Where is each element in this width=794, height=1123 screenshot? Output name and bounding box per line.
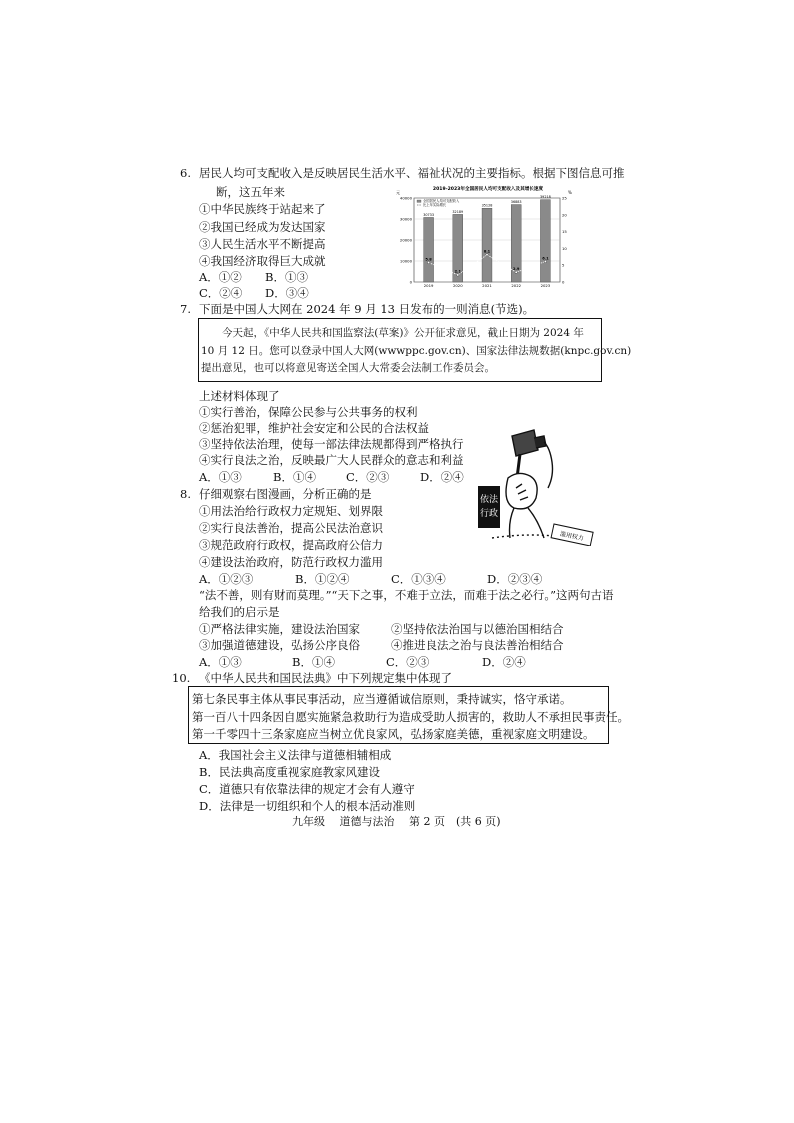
chart-growth-point <box>515 271 517 273</box>
chart-y-tick-right: 5 <box>562 262 565 268</box>
q9-choice-c: C．②③ <box>386 655 430 669</box>
chart-bar <box>424 217 434 282</box>
chart-y-tick-right: 25 <box>562 195 567 201</box>
q6-choice-c: C．②④ <box>199 286 243 300</box>
chart-growth-label: 2.1 <box>454 269 461 274</box>
chart-title: 2019-2023年全国居民人均可支配收入及其增长速度 <box>432 187 544 192</box>
q10-number: 10. <box>172 671 191 685</box>
q10-option-a: A．我国社会主义法律与道德相辅相成 <box>199 748 392 762</box>
q10-option-c: C．道德只有依靠法律的规定才会有人遵守 <box>199 782 415 796</box>
chart-bar <box>482 208 492 282</box>
chart-y-tick-right: 10 <box>562 245 567 251</box>
chart-legend-swatch-bar <box>417 200 421 202</box>
cartoon-paper <box>551 524 593 546</box>
chart-bar <box>540 200 550 282</box>
q7-lead: 上述材料体现了 <box>199 389 280 403</box>
q9-choice-b: B．①④ <box>292 655 335 669</box>
q6-stem-line2: 断，这五年来 <box>216 185 285 199</box>
chart-bar-label: 35128 <box>481 203 493 208</box>
q7-choice-b: B．①④ <box>273 470 316 484</box>
q6-option-4: ④我国经济取得巨大成就 <box>199 254 326 268</box>
q7-choice-c: C．②③ <box>346 470 390 484</box>
q10-box-line3: 第一千零四十三条家庭应当树立优良家风，弘扬家庭美德，重视家庭文明建设。 <box>192 727 595 741</box>
q7-choice-a: A．①③ <box>199 470 242 484</box>
chart-y-tick-left: 0 <box>409 279 412 285</box>
chart-y-tick-right: 20 <box>562 212 567 218</box>
q10-box-line2: 第一百八十四条因自愿实施紧急救助行为造成受助人损害的，救助人不承担民事责任。 <box>192 710 629 724</box>
q8-option-3: ③规范政府行政权，提高政府公信力 <box>199 538 383 552</box>
q9-option-2: ②坚持依法治国与以德治国相结合 <box>391 622 564 636</box>
chart-left-unit: 元 <box>396 190 400 195</box>
chart-growth-point <box>544 260 546 262</box>
q8-option-1: ①用法治给行政权力定规矩、划界限 <box>199 504 383 518</box>
q9-option-3: ③加强道德建设，弘扬公序良俗 <box>199 638 360 652</box>
q8-choice-d: D．②③④ <box>487 572 543 586</box>
q6-option-3: ③人民生活水平不断提高 <box>199 237 326 251</box>
cartoon-sign-text-1: 依法 <box>479 495 499 505</box>
chart-bar-label: 36883 <box>510 200 522 205</box>
q9-choice-a: A．①③ <box>199 655 242 669</box>
cartoon-sign-text-2: 行政 <box>479 509 499 519</box>
q8-choice-b: B．①②④ <box>295 572 350 586</box>
q7-number: 7. <box>180 302 191 316</box>
q9-option-1: ①严格法律实施，建设法治国家 <box>199 622 360 636</box>
q7-box-line3: 提出意见，也可以将意见寄送全国人大常委会法制工作委员会。 <box>201 362 495 374</box>
chart-y-tick-right: 15 <box>562 229 567 235</box>
q9-choice-d: D．②④ <box>482 655 526 669</box>
q7-stem: 下面是中国人大网在 2024 年 9 月 13 日发布的一则消息(节选)。 <box>199 302 535 316</box>
q6-stem-line1: 居民人均可支配收入是反映居民生活水平、福祉状况的主要指标。根据下图信息可推 <box>199 166 625 180</box>
q7-box-line2: 10 月 12 日。您可以登录中国人大网(wwwppc.gov.cn)、国家法律法规数据(knpc.gov.cn) <box>201 345 632 357</box>
q7-box-line1: 今天起，《中华人民共和国监察法(草案)》公开征求意见，截止日期为 2024 年 <box>222 327 584 339</box>
chart-growth-point <box>486 254 488 256</box>
q9-stem-line2: 给我们的启示是 <box>199 605 280 619</box>
chart-x-tick: 2019 <box>423 283 434 288</box>
q9-stem-line1: “法不善，则有财而莫理。”“天下之事，不难于立法，而难于法之必行。”这两句古语 <box>199 588 614 602</box>
q8-option-2: ②实行良法善治，提高公民法治意识 <box>199 521 383 535</box>
q8-choice-a: A．①②③ <box>199 572 254 586</box>
chart-bar-label: 39218 <box>540 195 551 200</box>
chart-bar-label: 32189 <box>452 209 464 214</box>
chart-y-tick-left: 40000 <box>399 195 412 201</box>
q8-number: 8. <box>180 487 191 501</box>
chart-growth-label: 5.8 <box>425 257 432 262</box>
q6-option-1: ①中华民族终于站起来了 <box>199 202 326 216</box>
q10-option-b: B．民法典高度重视家庭教家风建设 <box>199 765 380 779</box>
chart-bar-label: 30733 <box>423 212 434 217</box>
chart-x-tick: 2022 <box>511 283 522 288</box>
q6-choice-b: B．①③ <box>265 270 308 284</box>
q8-option-4: ④建设法治政府，防范行政权力滥用 <box>199 555 383 569</box>
q6-option-2: ②我国已经成为发达国家 <box>199 220 326 234</box>
q6-choice-d: D．③④ <box>265 286 309 300</box>
q10-option-d: D．法律是一切组织和个人的根本活动准则 <box>199 799 416 813</box>
chart-legend-label: 比上年实际增长 <box>423 203 447 208</box>
chart-y-tick-right: 0 <box>562 279 565 285</box>
page-footer: 九年级 道德与法治 第 2 页 (共 6 页) <box>292 815 501 828</box>
q7-choice-d: D．②④ <box>420 470 464 484</box>
q7-option-4: ④实行良法之治，反映最广大人民群众的意志和利益 <box>199 453 464 467</box>
q10-box-line1: 第七条民事主体从事民事活动，应当遵循诚信原则，秉持诚实，恪守承诺。 <box>192 692 572 706</box>
q9-option-4: ④推进良法之治与良法善治相结合 <box>391 638 564 652</box>
q8-choice-c: C．①③④ <box>391 572 446 586</box>
chart-growth-label: 6.1 <box>542 256 549 261</box>
chart-y-tick-left: 10000 <box>399 258 412 264</box>
chart-legend-label: 全国居民人均可支配收入 <box>423 199 460 204</box>
q6-choice-a: A．①② <box>199 270 242 284</box>
q7-option-2: ②惩治犯罪，维护社会安定和公民的合法权益 <box>199 421 429 435</box>
q8-stem: 仔细观察右图漫画，分析正确的是 <box>199 487 372 501</box>
income-chart <box>392 184 574 292</box>
chart-x-tick: 2021 <box>482 283 492 288</box>
cartoon-sign <box>478 486 500 528</box>
chart-growth-label: 2.9 <box>513 267 520 272</box>
chart-y-tick-left: 30000 <box>399 216 412 222</box>
chart-growth-label: 8.1 <box>483 249 491 254</box>
q7-option-3: ③坚持依法治理，使每一部法律法规都得到严格执行 <box>199 437 464 451</box>
q7-option-1: ①实行善治，保障公民参与公共事务的权利 <box>199 405 418 419</box>
cartoon-illustration <box>472 428 600 546</box>
chart-right-unit: % <box>568 190 572 195</box>
q10-stem: 《中华人民共和国民法典》中下列规定集中体现了 <box>199 671 452 685</box>
chart-x-tick: 2023 <box>540 283 551 288</box>
chart-growth-point <box>427 261 429 263</box>
chart-x-tick: 2020 <box>452 283 463 288</box>
chart-growth-point <box>457 274 459 276</box>
chart-y-tick-left: 20000 <box>399 237 412 243</box>
svg-text:滥用权力: 滥用权力 <box>559 530 585 543</box>
q6-number: 6. <box>180 166 191 180</box>
